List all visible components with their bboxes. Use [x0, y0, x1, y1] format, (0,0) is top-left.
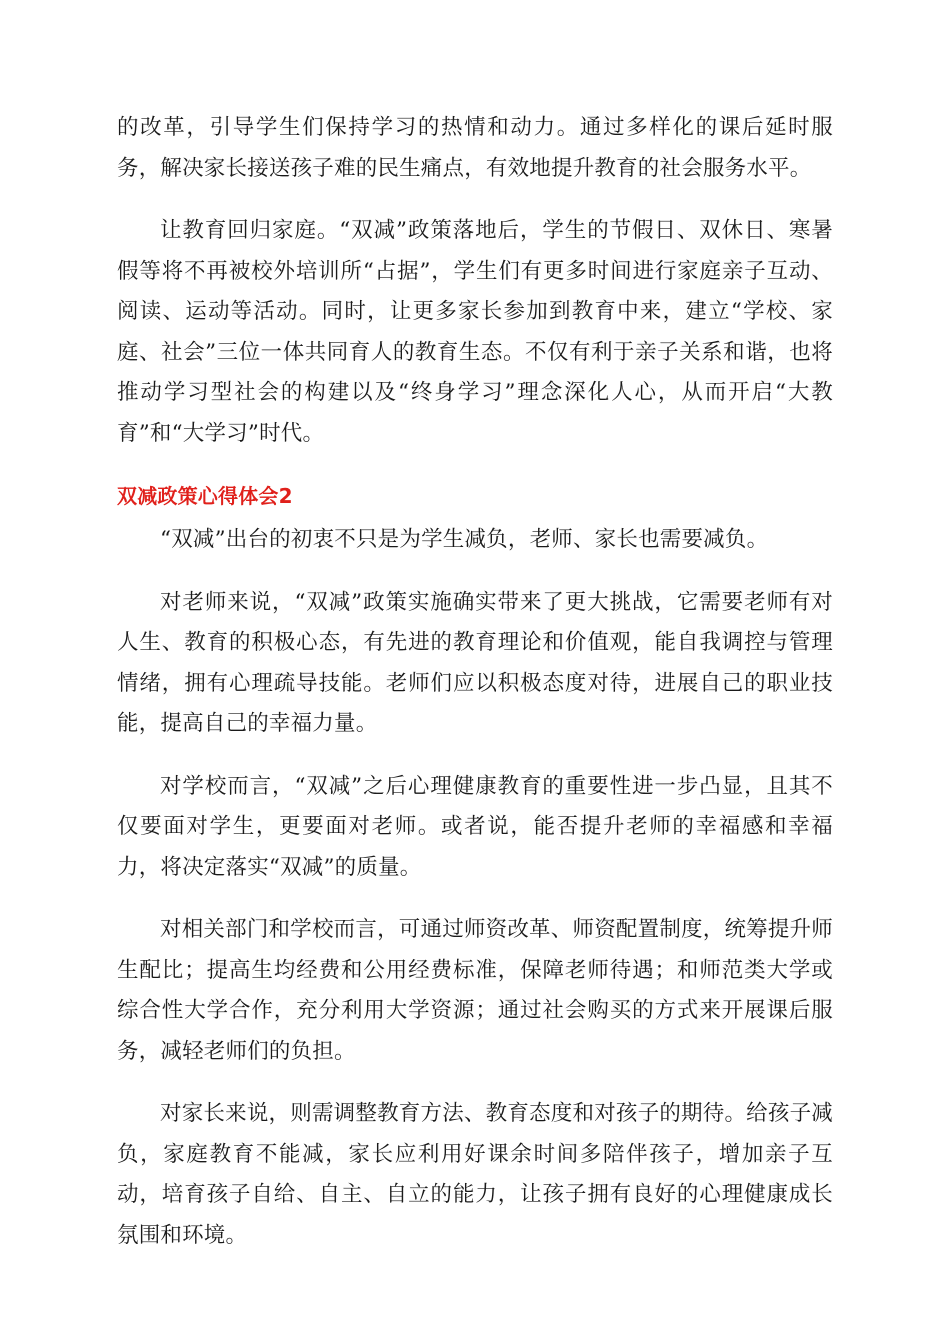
paragraph-continuation: 的改革，引导学生们保持学习的热情和动力。通过多样化的课后延时服务，解决家长接送孩子难的民生痛点，有效地提升教育的社会服务水平。	[117, 115, 833, 181]
section-heading: 双减政策心得体会2	[117, 484, 293, 508]
paragraph-teachers: 对老师来说，“双减”政策实施确实带来了更大挑战，它需要老师有对人生、教育的积极心态，有先进的教育理论和价值观，能自我调控与管理情绪，拥有心理疏导技能。老师们应以积极态度对待，进展自己的职业技能，提高自己的幸福力量。	[117, 589, 833, 736]
paragraph-intro: “双减”出台的初衷不只是为学生减负，老师、家长也需要减负。	[160, 527, 769, 552]
paragraph-schools: 对学校而言，“双减”之后心理健康教育的重要性进一步凸显，且其不仅要面对学生，更要面对老师。或者说，能否提升老师的幸福感和幸福力，将决定落实“双减”的质量。	[117, 773, 833, 880]
paragraph-departments: 对相关部门和学校而言，可通过师资改革、师资配置制度，统筹提升师生配比；提高生均经费和公用经费标准，保障老师待遇；和师范类大学或综合性大学合作，充分利用大学资源；通过社会购买的方式来开展课后服务，减轻老师们的负担。	[117, 917, 833, 1064]
paragraph-education-home: 让教育回归家庭。“双减”政策落地后，学生的节假日、双休日、寒暑假等将不再被校外培训所“占据”，学生们有更多时间进行家庭亲子互动、阅读、运动等活动。同时，让更多家长参加到教育中来，建立“学校、家庭、社会”三位一体共同育人的教育生态。不仅有利于亲子关系和谐，也将推动学习型社会的构建以及“终身学习”理念深化人心，从而开启“大教育”和“大学习”时代。	[117, 218, 833, 446]
paragraph-parents: 对家长来说，则需调整教育方法、教育态度和对孩子的期待。给孩子减负，家庭教育不能减，家长应利用好课余时间多陪伴孩子，增加亲子互动，培育孩子自给、自主、自立的能力，让孩子拥有良好的心理健康成长氛围和环境。	[117, 1101, 833, 1248]
document-body	[117, 108, 833, 1278]
